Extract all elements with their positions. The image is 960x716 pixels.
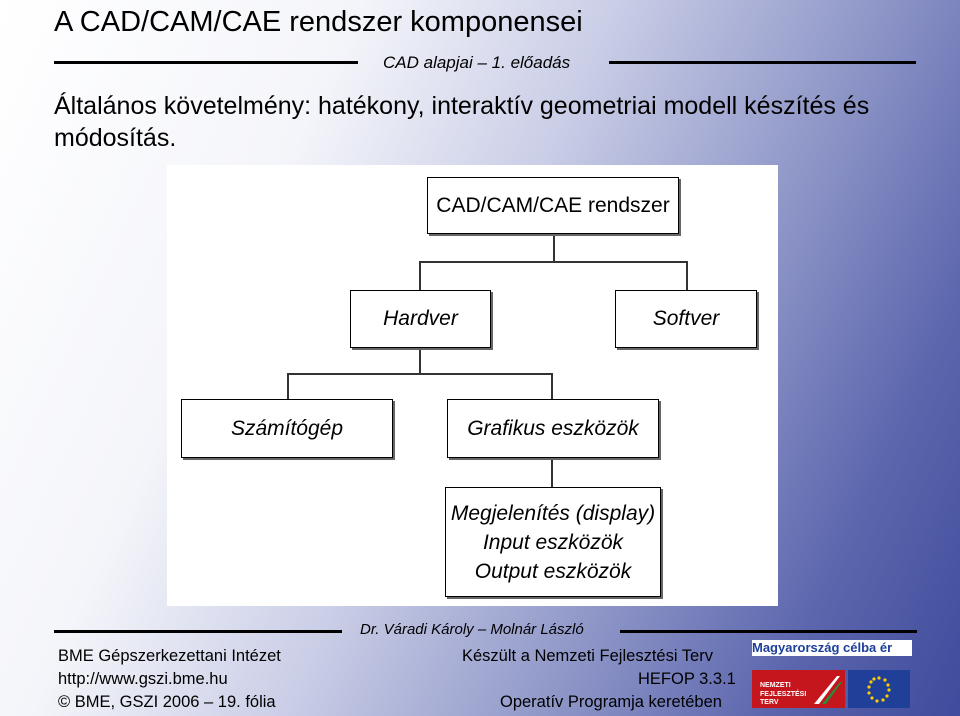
footer-rule-right	[620, 630, 917, 633]
slide-subtitle: CAD alapjai – 1. előadás	[383, 53, 571, 72]
connector-level1-bar	[419, 261, 687, 263]
connector-to-hardver	[419, 261, 421, 290]
leaf-output: Output eszközök	[474, 559, 632, 583]
slide-title: A CAD/CAM/CAE rendszer komponensei	[54, 6, 583, 38]
root-box: CAD/CAM/CAE rendszer	[427, 177, 679, 234]
requirement-text: Általános követelmény: hatékony, interaktív geometriai modell készítés és módosítás.	[54, 92, 870, 152]
hierarchy-diagram	[167, 165, 778, 606]
connector-grafikus-down	[551, 456, 553, 487]
header-rule-left	[54, 61, 358, 64]
footer-project-1: Készült a Nemzeti Fejlesztési Terv	[462, 647, 713, 665]
connector-level2-bar	[287, 373, 552, 375]
szamitogep-box: Számítógép	[181, 399, 393, 458]
connector-to-szamitogep	[287, 373, 289, 399]
footer-url[interactable]: http://www.gszi.bme.hu	[58, 670, 228, 688]
connector-to-softver	[686, 261, 688, 290]
header-rule-right	[609, 61, 916, 64]
eu-banner: Magyarország célba ér	[752, 640, 912, 656]
connector-hardver-down	[419, 346, 421, 374]
svg-text:TERV: TERV	[760, 699, 779, 706]
footer-institute: BME Gépszerkezettani Intézet	[58, 647, 281, 665]
connector-to-grafikus	[551, 373, 553, 399]
svg-text:FEJLESZTÉSI: FEJLESZTÉSI	[760, 691, 807, 698]
connector-root-down	[553, 232, 555, 262]
hardver-box: Hardver	[350, 290, 491, 348]
eu-flag-icon	[848, 670, 910, 708]
nemzeti-fejlesztesi-terv-logo	[752, 670, 845, 708]
leaf-display: Megjelenítés (display)	[450, 501, 656, 525]
footer-copyright: © BME, GSZI 2006 – 19. fólia	[58, 693, 276, 711]
footer-author: Dr. Váradi Károly – Molnár László	[360, 621, 584, 638]
footer-rule-left	[54, 630, 342, 633]
eszkozok-list-box	[445, 487, 661, 597]
footer-project-2: HEFOP 3.3.1	[638, 670, 736, 688]
grafikus-eszkozok-box: Grafikus eszközök	[447, 399, 659, 458]
leaf-input: Input eszközök	[482, 530, 624, 554]
svg-text:NEMZETI: NEMZETI	[760, 682, 791, 689]
footer-project-3: Operatív Programja keretében	[500, 693, 722, 711]
softver-box: Softver	[615, 290, 757, 348]
